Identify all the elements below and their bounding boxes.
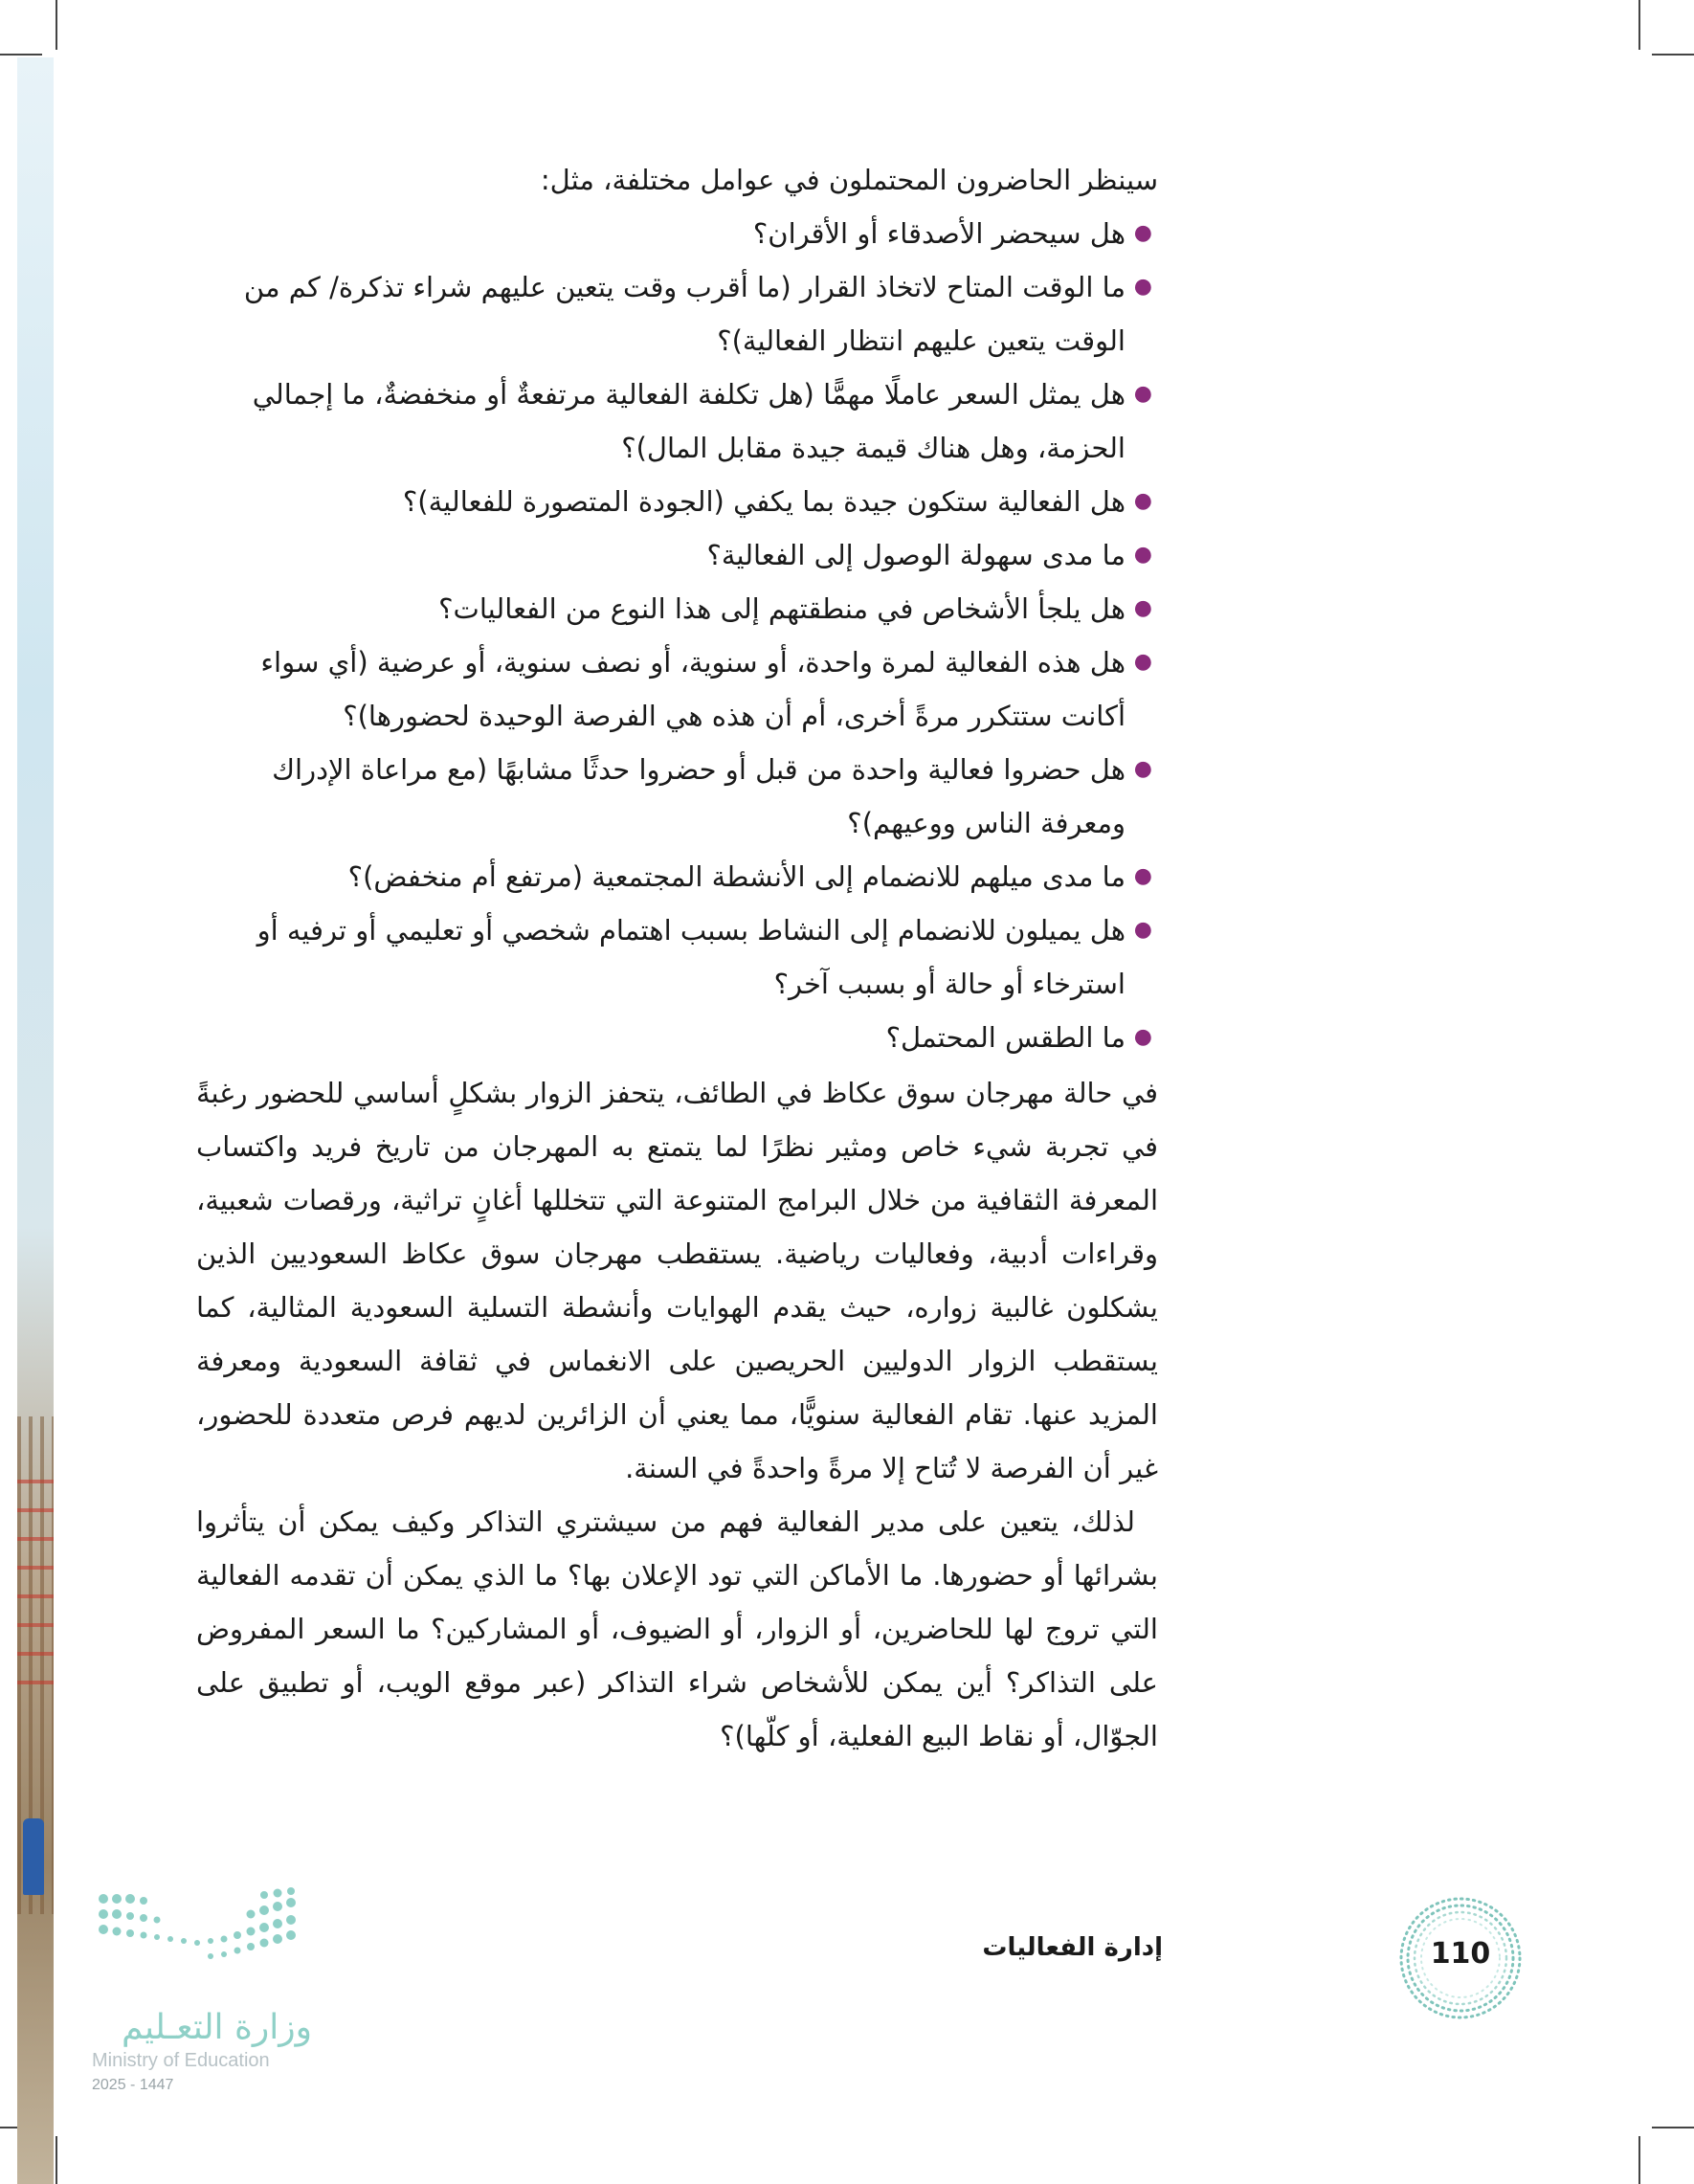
bullet-icon: ● xyxy=(1133,864,1152,888)
list-item: ● هل يلجأ الأشخاص في منطقتهم إلى هذا النوع من الفعاليات؟ xyxy=(196,582,1158,635)
bullet-icon: ● xyxy=(1133,596,1152,620)
list-item: ● هل سيحضر الأصدقاء أو الأقران؟ xyxy=(196,207,1158,260)
bullet-icon: ● xyxy=(1133,918,1152,942)
page-content xyxy=(196,153,1158,1763)
list-item: ● هل يمثل السعر عاملًا مهمًّا (هل تكلفة الفعالية مرتفعةٌ أو منخفضةٌ، ما إجمالي الحزمة، وهل هناك قيمة جيدة مقابل المال)؟ xyxy=(196,368,1158,475)
bullet-icon: ● xyxy=(1133,1025,1152,1049)
bullet-icon: ● xyxy=(1133,757,1152,781)
ministry-logo xyxy=(92,1885,312,2093)
event-manager-paragraph: لذلك، يتعين على مدير الفعالية فهم من سيشتري التذاكر وكيف يمكن أن يتأثروا بشرائها أو حضورها. ما الأماكن التي تود الإعلان بها؟ ما الذي يمكن أن تقدمه الفعالية التي تروج لها للحاضرين، أو الزوار، أو الضيوف، أو المشاركين؟ ما السعر المفروض على التذاكر؟ أين يمكن للأشخاص شراء التذاكر (عبر موقع الويب، أو تطبيق على الجوّال، أو نقاط البيع الفعلية، أو كلّها)؟ xyxy=(196,1505,1158,1752)
bullet-icon: ● xyxy=(1133,489,1152,513)
photo-worker xyxy=(23,1818,44,1895)
list-item: ● ما مدى سهولة الوصول إلى الفعالية؟ xyxy=(196,528,1158,582)
bullet-icon: ● xyxy=(1133,221,1152,245)
bullet-icon: ● xyxy=(1133,275,1152,299)
list-item: ● هل يميلون للانضمام إلى النشاط بسبب اهتمام شخصي أو تعليمي أو ترفيه أو استرخاء أو حالة أو بسبب آخر؟ xyxy=(196,903,1158,1011)
crop-mark xyxy=(1638,2136,1640,2184)
ministry-name-english: Ministry of Education xyxy=(92,2050,270,2071)
souq-okaz-paragraph: في حالة مهرجان سوق عكاظ في الطائف، يتحفز الزوار بشكلٍ أساسي للحضور رغبةً في تجربة شيء خاص ومثير نظرًا لما يتمتع به المهرجان من تاريخ فريد واكتساب المعرفة الثقافية من خلال البرامج المتنوعة التي تتخللها أغانٍ تراثية، ورقصات شعبية، وقراءات أدبية، وفعاليات رياضية. يستقطب مهرجان سوق عكاظ السعوديين الذين يشكلون غالبية زواره، حيث يقدم الهوايات وأنشطة التسلية السعودية المثالية، كما يستقطب الزوار الدوليين الحريصين على الانغماس في ثقافة السعودية ومعرفة المزيد عنها. تقام الفعالية سنويًّا، مما يعني أن الزائرين لديهم فرص متعددة للحضور، غير أن الفرصة لا تُتاح إلا مرةً واحدةً في السنة. xyxy=(196,1077,1158,1484)
crop-mark xyxy=(1638,0,1640,50)
list-item: ● هل حضروا فعالية واحدة من قبل أو حضروا حدثًا مشابهًا (مع مراعاة الإدراك ومعرفة الناس ووعيهم)؟ xyxy=(196,743,1158,850)
footer-title: إدارة الفعاليات xyxy=(982,1933,1163,1962)
side-photo-strip xyxy=(17,57,54,2184)
ministry-year: 2025 - 1447 xyxy=(92,2077,174,2093)
intro-text: سينظر الحاضرون المحتملون في عوامل مختلفة، مثل: xyxy=(540,164,1158,196)
bullet-icon: ● xyxy=(1133,543,1152,567)
list-item: ● هل الفعالية ستكون جيدة بما يكفي (الجودة المتصورة للفعالية)؟ xyxy=(196,475,1158,528)
list-item: ● ما مدى ميلهم للانضمام إلى الأنشطة المجتمعية (مرتفع أم منخفض)؟ xyxy=(196,850,1158,903)
crop-mark xyxy=(1652,2127,1694,2128)
crop-mark xyxy=(56,2136,57,2184)
page-number: 110 xyxy=(1430,1937,1491,1971)
ministry-dots-icon xyxy=(92,1885,312,2000)
crop-mark xyxy=(56,0,57,50)
list-item: ● هل هذه الفعالية لمرة واحدة، أو سنوية، أو نصف سنوية، أو عرضية (أي سواء أكانت ستتكرر مرةً أخرى، أم أن هذه هي الفرصة الوحيدة لحضورها)؟ xyxy=(196,635,1158,743)
ministry-name-arabic: وزارة التعـليم xyxy=(122,2008,312,2047)
bullet-icon: ● xyxy=(1133,382,1152,406)
list-item: ● ما الوقت المتاح لاتخاذ القرار (ما أقرب وقت يتعين عليهم شراء تذكرة/ كم من الوقت يتعين عليهم انتظار الفعالية)؟ xyxy=(196,260,1158,368)
crop-mark xyxy=(0,54,42,56)
bullet-icon: ● xyxy=(1133,650,1152,674)
list-item: ● ما الطقس المحتمل؟ xyxy=(196,1011,1158,1064)
factors-list xyxy=(196,207,1158,1064)
crop-mark xyxy=(1652,54,1694,56)
page-number-badge xyxy=(1395,1893,1526,2023)
photo-flags xyxy=(17,1455,54,1704)
